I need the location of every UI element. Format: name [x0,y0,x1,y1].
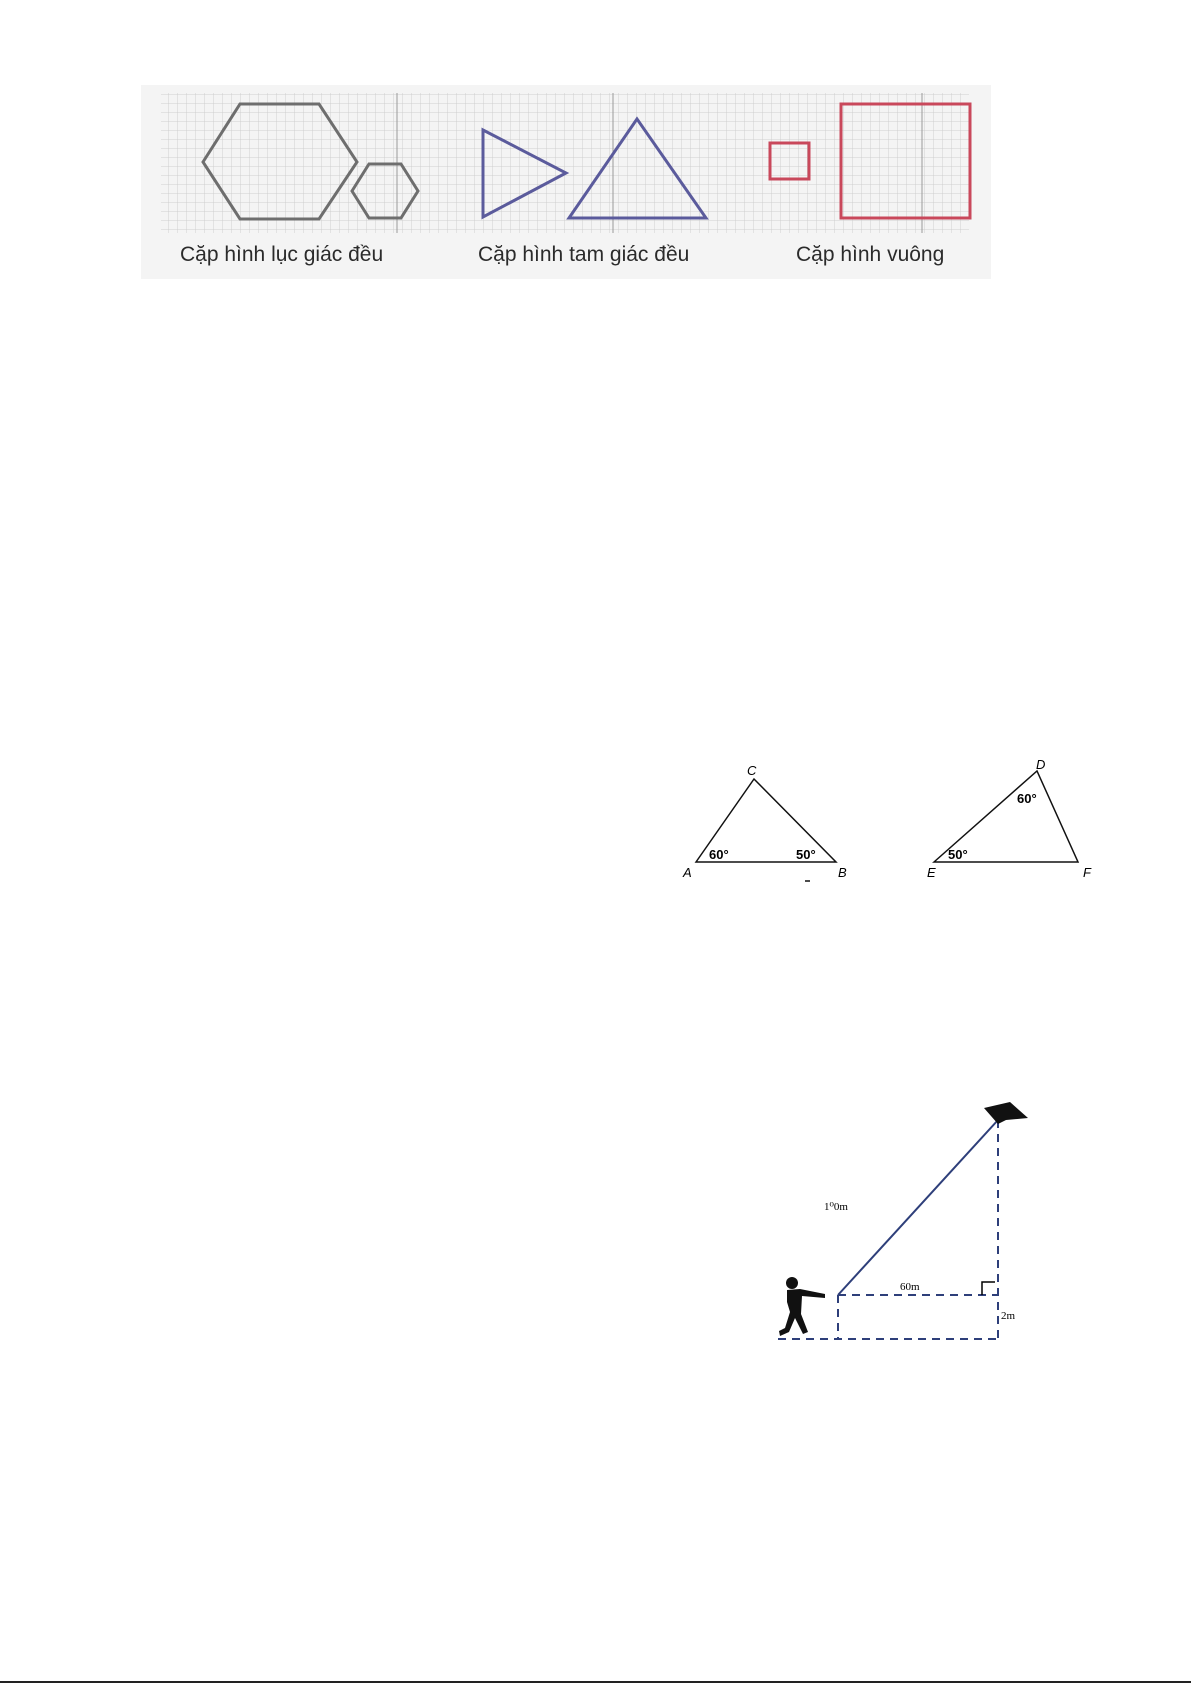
kite-icon [984,1102,1028,1124]
vertex-a-label: A [683,865,692,880]
vertex-e-label: E [927,865,936,880]
shapes-figure-svg [141,85,991,279]
angle-a-label: 60° [709,847,729,862]
height-offset-label: 2m [1001,1310,1016,1322]
kite-string [838,1120,998,1295]
page-bottom-rule [0,1681,1191,1683]
shapes-figure [141,85,991,279]
right-angle-marker [982,1282,995,1295]
caption-hexagons: Cặp hình lục giác đều [180,243,384,266]
boy-icon [779,1277,825,1336]
vertex-c-label: C [747,763,757,778]
grid-paper [161,93,969,233]
kite-figure-svg [770,1100,1050,1360]
horizontal-distance-label: 60m [900,1281,920,1293]
kite-figure [770,1100,1050,1360]
vertex-d-label: D [1036,757,1046,772]
triangles-figure-svg [660,755,1120,895]
vertex-b-label: B [838,865,847,880]
vertex-f-label: F [1083,865,1091,880]
string-length-label: 1⁰0m [824,1201,848,1213]
angle-e-label: 50° [948,847,968,862]
caption-squares: Cặp hình vuông [796,243,945,266]
caption-triangles: Cặp hình tam giác đều [478,243,690,266]
angle-b-label: 50° [796,847,816,862]
triangles-figure [660,755,1120,895]
angle-d-label: 60° [1017,791,1037,806]
